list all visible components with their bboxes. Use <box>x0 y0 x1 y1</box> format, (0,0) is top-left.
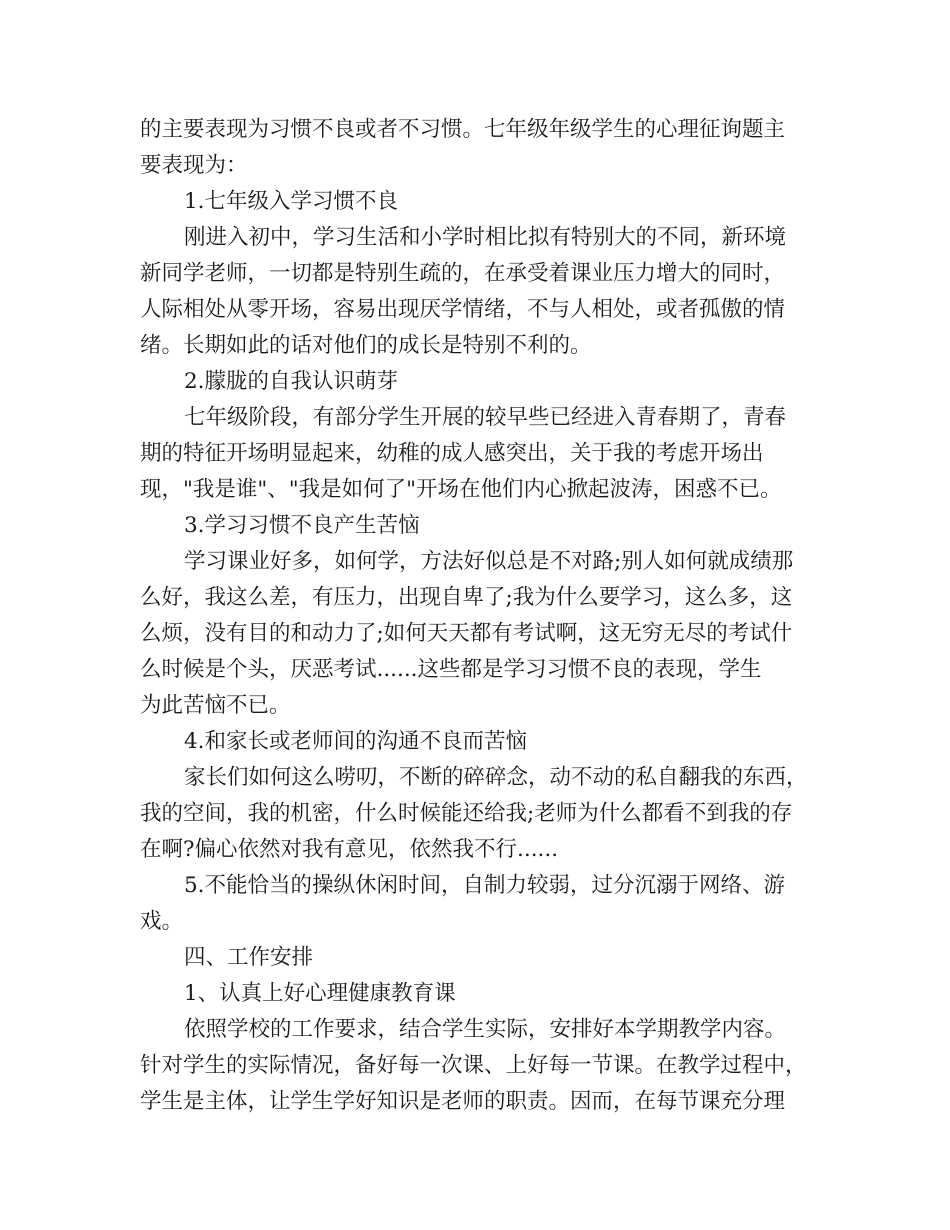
text-line: 要表现为： <box>140 153 248 178</box>
text-line: 人际相处从零开场，容易出现厌学情绪，不与人相处，或者孤傲的情 <box>140 297 786 322</box>
section-heading: 1.七年级入学习惯不良 <box>184 189 399 214</box>
text-line: 么烦，没有目的和动力了;如何天天都有考试啊，这无穷无尽的考试什 <box>140 621 793 646</box>
text-line: 针对学生的实际情况，备好每一次课、上好每一节课。在教学过程中， <box>140 1053 807 1078</box>
text-line: 新同学老师，一切都是特别生疏的，在承受着课业压力增大的同时， <box>140 261 786 286</box>
document-body <box>140 112 820 1120</box>
text-line: 么时候是个头，厌恶考试......这些都是学习习惯不良的表现，学生 <box>140 657 762 682</box>
section-heading: 2.朦胧的自我认识萌芽 <box>184 369 399 394</box>
text-line: 我的空间，我的机密，什么时候能还给我;老师为什么都看不到我的存 <box>140 801 793 826</box>
text-line: 学习课业好多，如何学，方法好似总是不对路;别人如何就成绩那 <box>184 549 794 574</box>
text-line: 家长们如何这么唠叨，不断的碎碎念，动不动的私自翻我的东西， <box>184 765 808 790</box>
text-line: 依照学校的工作要求，结合学生实际，安排好本学期教学内容。 <box>184 1017 787 1042</box>
section-heading: 1、认真上好心理健康教育课 <box>184 981 456 1006</box>
text-line: 期的特征开场明显起来，幼稚的成人感突出，关于我的考虑开场出 <box>140 441 764 466</box>
section-heading: 3.学习习惯不良产生苦恼 <box>184 513 420 538</box>
text-line: 绪。长期如此的话对他们的成长是特别不利的。 <box>140 333 592 358</box>
section-heading: 5.不能恰当的操纵休闲时间，自制力较弱，过分沉溺于网络、游 <box>184 873 786 898</box>
text-line: 戏。 <box>140 909 184 934</box>
text-line: 的主要表现为习惯不良或者不习惯。七年级年级学生的心理征询题主 <box>140 117 786 142</box>
text-line: 七年级阶段，有部分学生开展的较早些已经进入青春期了，青春 <box>184 405 787 430</box>
section-heading: 四、工作安排 <box>184 945 314 970</box>
text-line: 学生是主体，让学生学好知识是老师的职责。因而，在每节课充分理 <box>140 1089 786 1114</box>
text-line: 在啊?偏心依然对我有意见，依然我不行...... <box>140 837 559 862</box>
text-line: 现，"我是谁"、"我是如何了"开场在他们内心掀起波涛，困惑不已。 <box>140 477 782 502</box>
section-heading: 4.和家长或老师间的沟通不良而苦恼 <box>184 729 528 754</box>
text-line: 刚进入初中，学习生活和小学时相比拟有特别大的不同，新环境 <box>184 225 787 250</box>
text-line: 么好，我这么差，有压力，出现自卑了;我为什么要学习，这么多，这 <box>140 585 793 610</box>
text-line: 为此苦恼不已。 <box>140 693 291 718</box>
